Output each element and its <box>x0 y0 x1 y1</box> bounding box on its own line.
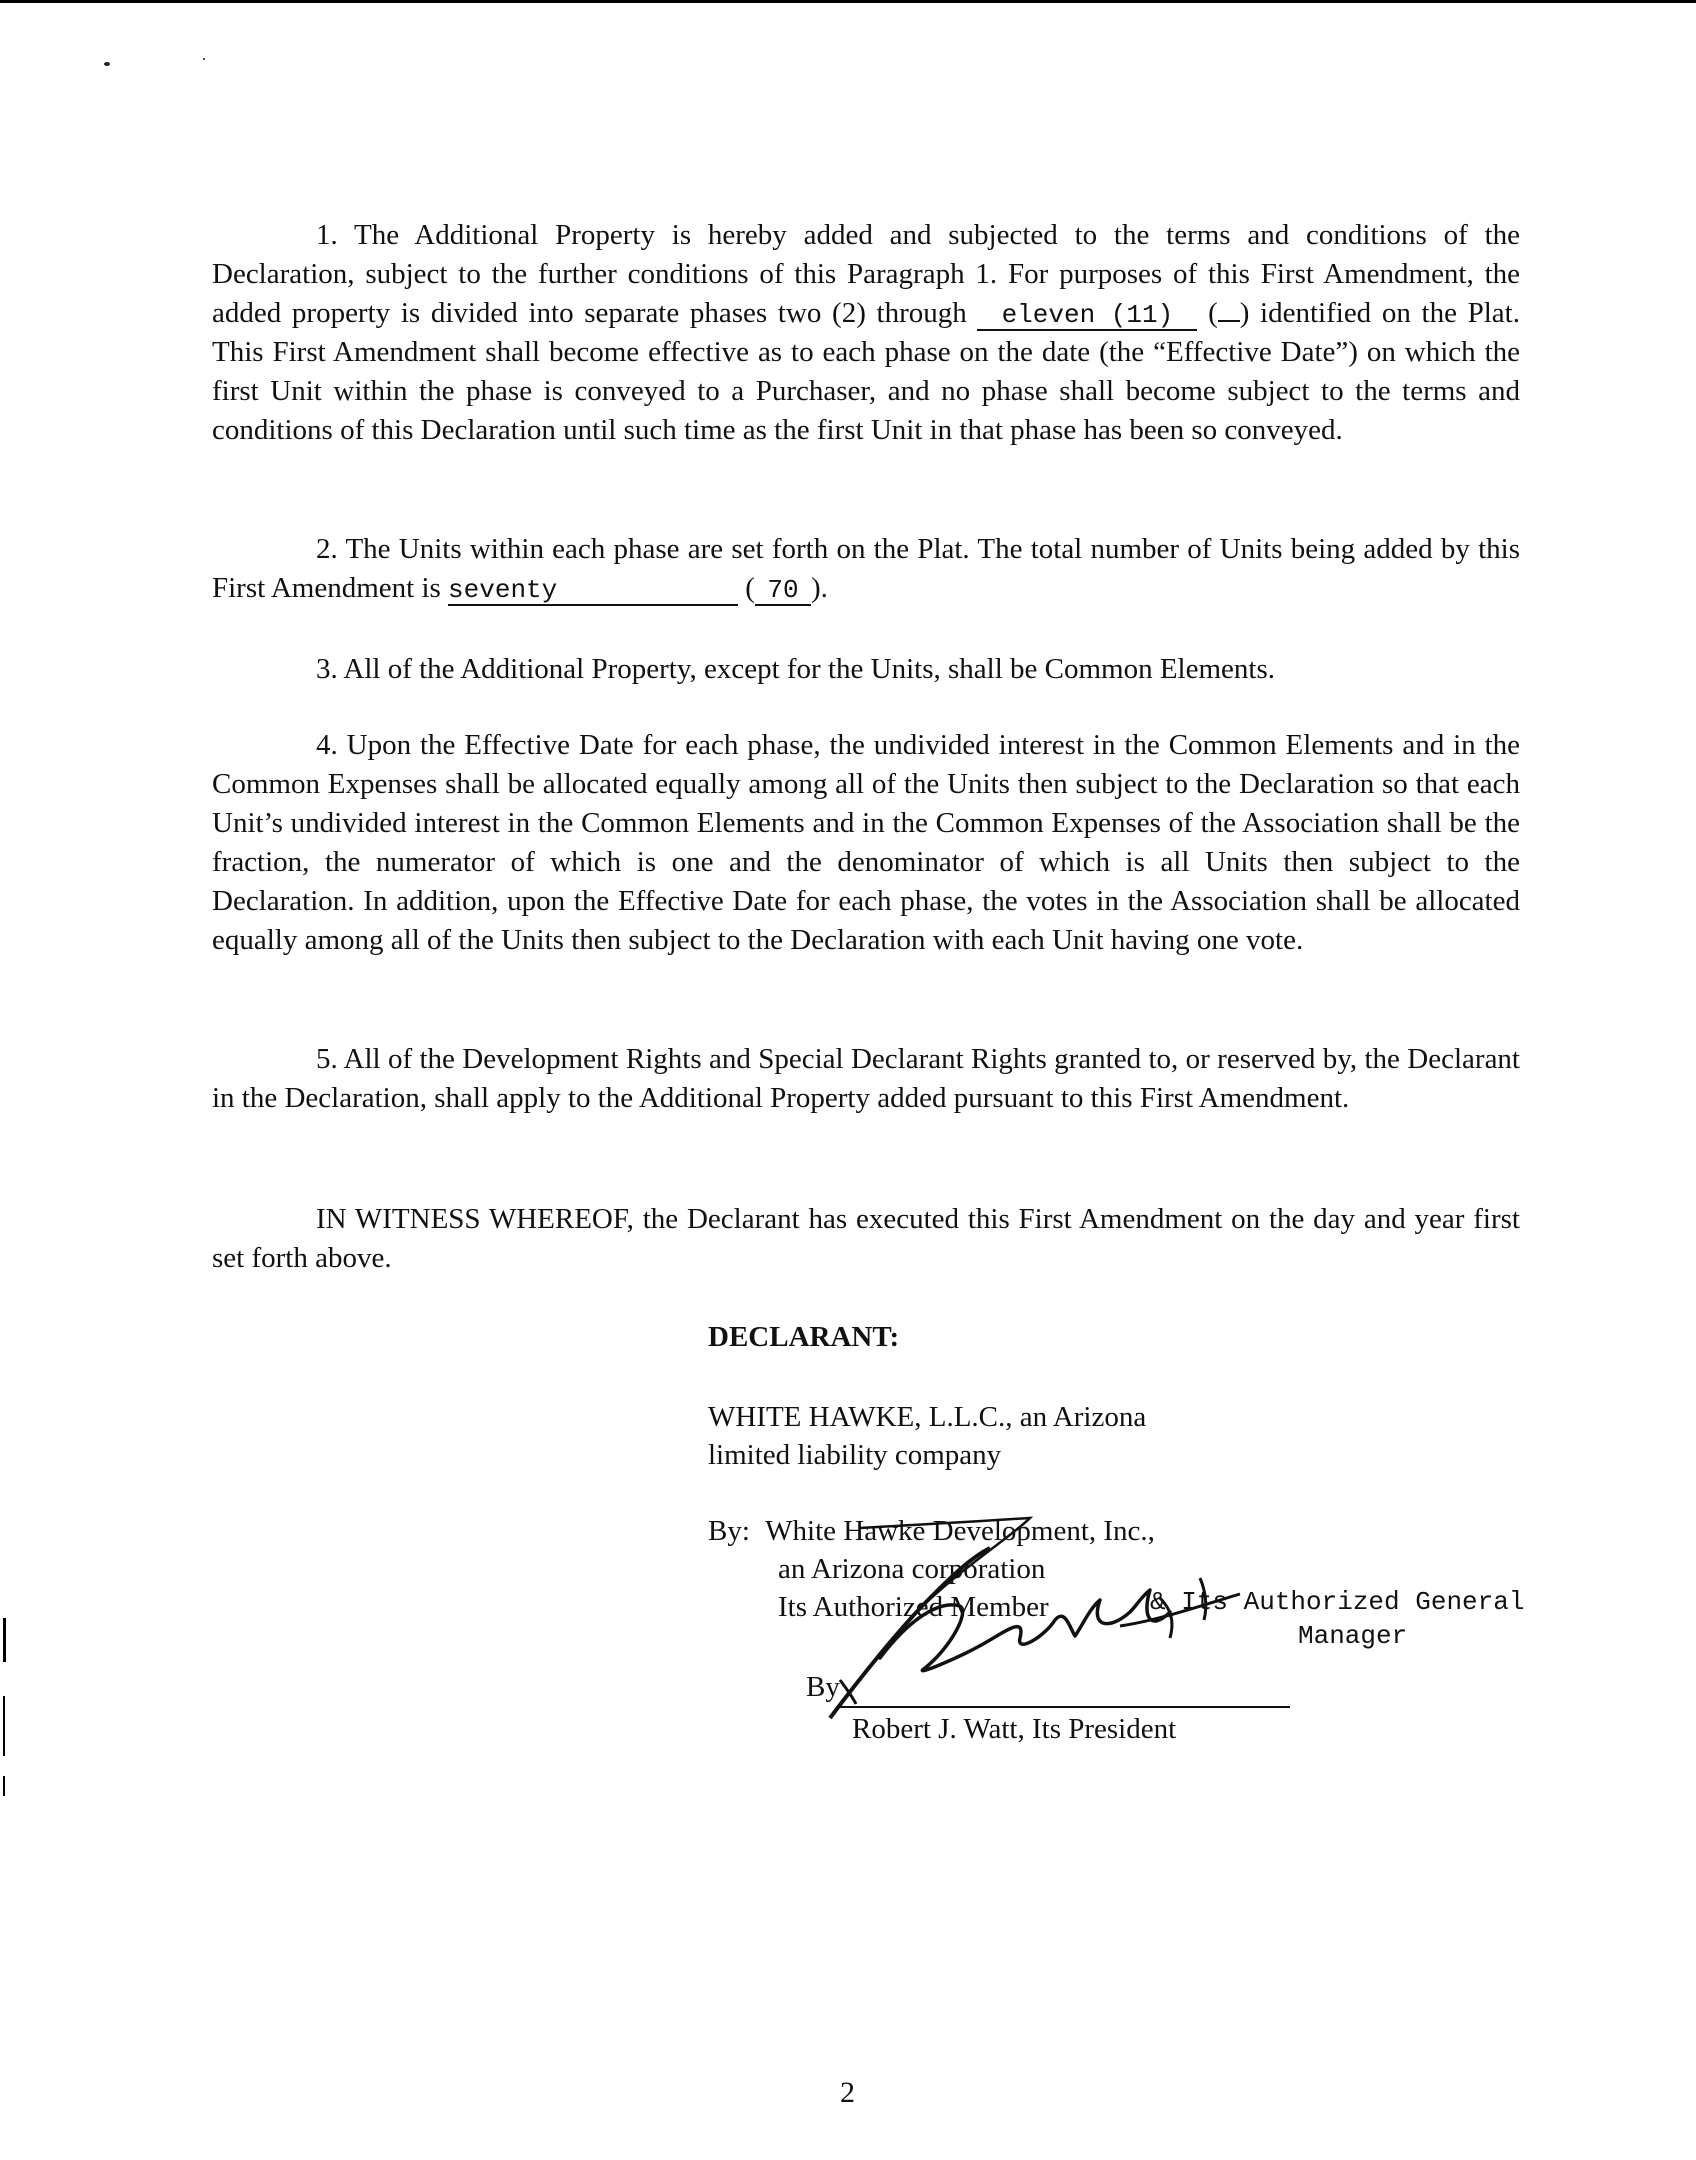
paragraph-2-paren-close: ). <box>810 572 828 604</box>
member-line-3: Its Authorized Member <box>778 1591 1049 1623</box>
scan-margin-mark <box>3 1618 6 1662</box>
blank-number-field <box>1218 294 1240 322</box>
paragraph-5: 5. All of the Development Rights and Special Declarant Rights granted to, or reserved by, the Declarant in the Declaration, shall apply to the Additional Property added pursuant to this First Amendment. <box>212 1043 1520 1114</box>
handwritten-note-line-2: Manager <box>1298 1621 1408 1651</box>
scan-speck <box>203 58 205 60</box>
declarant-entity <box>708 1398 1146 1474</box>
entity-line-2: limited liability company <box>708 1439 1002 1471</box>
paragraph-2 <box>212 530 1520 608</box>
paragraph-3: 3. All of the Additional Property, except for the Units, shall be Common Elements. <box>316 653 1275 685</box>
scan-speck <box>104 62 110 66</box>
phase-count-fill: eleven (11) <box>977 301 1197 331</box>
declarant-heading: DECLARANT: <box>708 1321 900 1353</box>
paragraph-2-paren-open: ( <box>738 572 755 604</box>
paragraph-1-text: 1. The Additional Property is hereby added and subjected to the terms and conditions of the Declaration, subject to the further conditions of this Paragraph 1. For purposes of this First Amendment, the added property is divided into separate phases two (2) through <box>212 219 1520 329</box>
member-line-1: White Hawke Development, Inc., <box>765 1515 1155 1547</box>
scan-margin-mark <box>3 1696 5 1756</box>
paragraph-4: 4. Upon the Effective Date for each phase, the undivided interest in the Common Elements and in the Common Expenses shall be allocated equally among all of the Units then subject to the Declaration so that each Unit’s undivided interest in the Common Elements and in the Common Expenses of the Association shall be the fraction, the numerator of which is one and the denominator of which is all Units then subject to the Declaration. In addition, upon the Effective Date for each phase, the votes in the Association shall be allocated equally among all of the Units then subject to the Declaration with each Unit having one vote. <box>212 729 1520 956</box>
witness-clause: IN WITNESS WHEREOF, the Declarant has executed this First Amendment on the day and year first set forth above. <box>212 1203 1520 1274</box>
units-number-fill: 70 <box>755 576 811 606</box>
handwritten-note-line-1: & Its Authorized General <box>1150 1587 1525 1617</box>
paragraph-1-text-cont: ) identified on the Plat. This First Amendment shall become effective as to each phase on the date (the “Effective Date”) on which the first Unit within the phase is conveyed to a Purchaser, and no phase shall become subject to the terms and conditions of this Declaration until such time as the first Unit in that phase has been so conveyed. <box>212 297 1520 446</box>
handwritten-signature <box>820 1508 1300 1728</box>
entity-line-1: WHITE HAWKE, L.L.C., an Arizona <box>708 1401 1147 1433</box>
scan-top-edge <box>0 0 1696 3</box>
scan-margin-mark <box>3 1776 5 1796</box>
paragraph-1-paren-open: ( <box>1197 297 1218 329</box>
by-label: By: <box>708 1515 750 1547</box>
signature-by-label: By <box>806 1671 840 1703</box>
units-word-fill: seventy <box>448 576 738 606</box>
signer-name: Robert J. Watt, Its President <box>852 1713 1177 1745</box>
member-line-2: an Arizona corporation <box>778 1553 1046 1585</box>
paragraph-2-text: 2. The Units within each phase are set forth on the Plat. The total number of Units being added by this First Amendment is <box>212 533 1520 604</box>
page-number: 2 <box>840 2076 855 2109</box>
paragraph-1 <box>212 216 1520 450</box>
